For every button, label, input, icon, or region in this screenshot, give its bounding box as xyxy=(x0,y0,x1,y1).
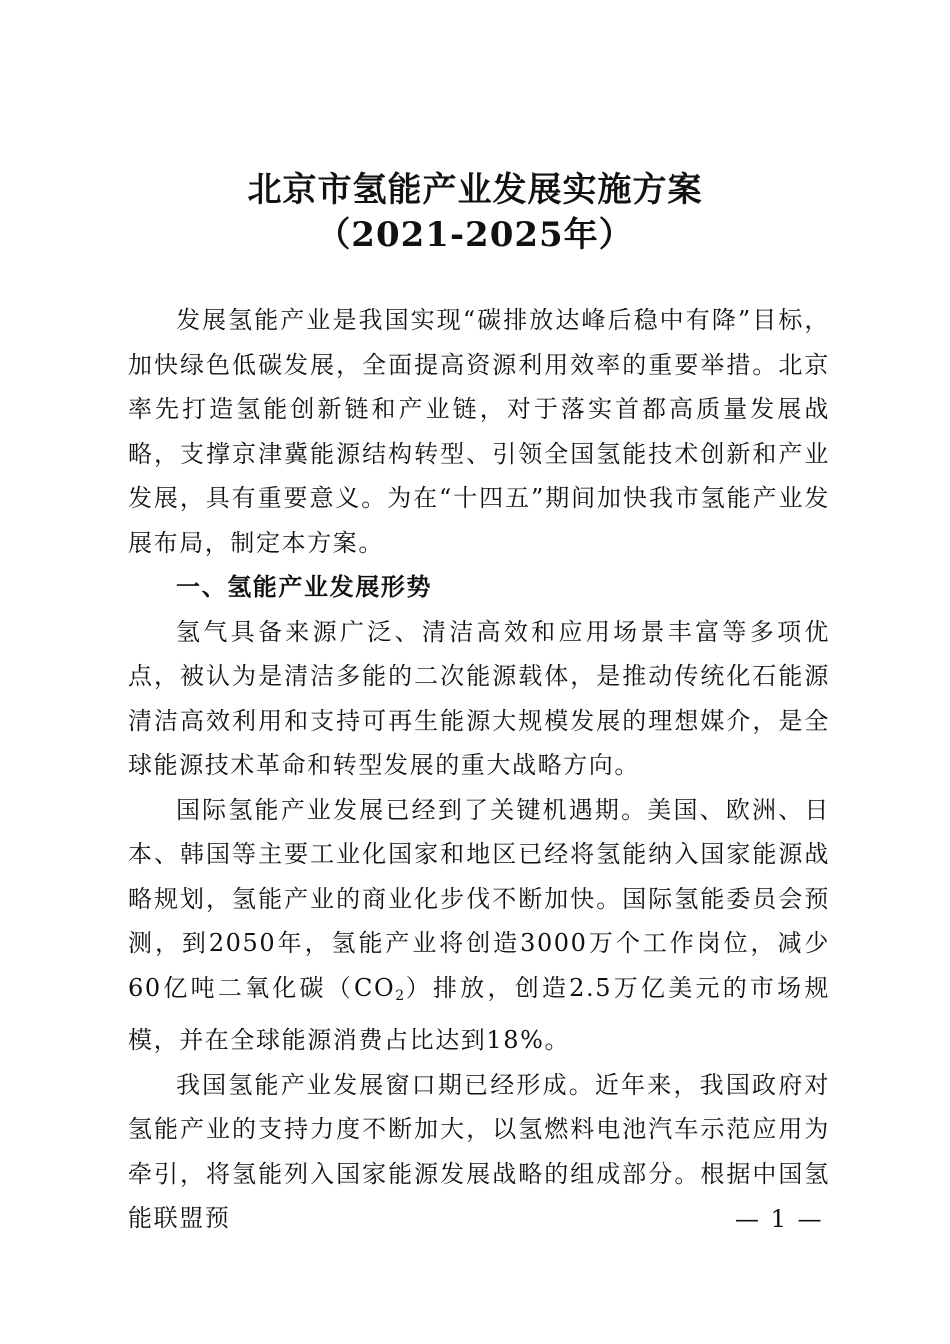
intro-paragraph: 发展氢能产业是我国实现“碳排放达峰后稳中有降”目标，加快绿色低碳发展，全面提高资源利用效率的重要举措。北京率先打造氢能创新链和产业链，对于落实首都高质量发展战略，支撑京津冀能源结构转型、引领全国氢能技术创新和产业发展，具有重要意义。为在“十四五”期间加快我市氢能产业发展布局，制定本方案。 xyxy=(128,306,830,557)
page-number: — 1 — xyxy=(735,1205,824,1233)
section1-paragraph-2 xyxy=(128,788,830,1063)
document-body xyxy=(128,298,830,1241)
document-subtitle: （2021-2025年） xyxy=(316,215,634,255)
section1-paragraph-1: 氢气具备来源广泛、清洁高效和应用场景丰富等多项优点，被认为是清洁多能的二次能源载体，是推动传统化石能源清洁高效利用和支持可再生能源大规模发展的理想媒介，是全球能源技术革命和转型发展的重大战略方向。 xyxy=(128,617,830,779)
document-title: 北京市氢能产业发展实施方案 xyxy=(247,170,703,210)
section1-paragraph-2-text: 国际氢能产业发展已经到了关键机遇期。美国、欧洲、日本、韩国等主要工业化国家和地区已经将氢能纳入国家能源战略规划，氢能产业的商业化步伐不断加快。国际氢能委员会预测，到2050年，氢能产业将创造3000万个工作岗位，减少60亿吨二氧化碳（CO xyxy=(128,795,830,1002)
section-heading-1: 一、氢能产业发展形势 xyxy=(176,573,432,601)
section1-paragraph-3: 我国氢能产业发展窗口期已经形成。近年来，我国政府对氢能产业的支持力度不断加大，以氢燃料电池汽车示范应用为牵引，将氢能列入国家能源发展战略的组成部分。根据中国氢能联盟预 xyxy=(128,1070,830,1232)
section1-paragraph-2-tail: ）排放，创造2.5万亿美元的市场规模，并在全球能源消费占比达到18%。 xyxy=(128,973,830,1054)
co2-subscript: 2 xyxy=(395,987,405,1004)
